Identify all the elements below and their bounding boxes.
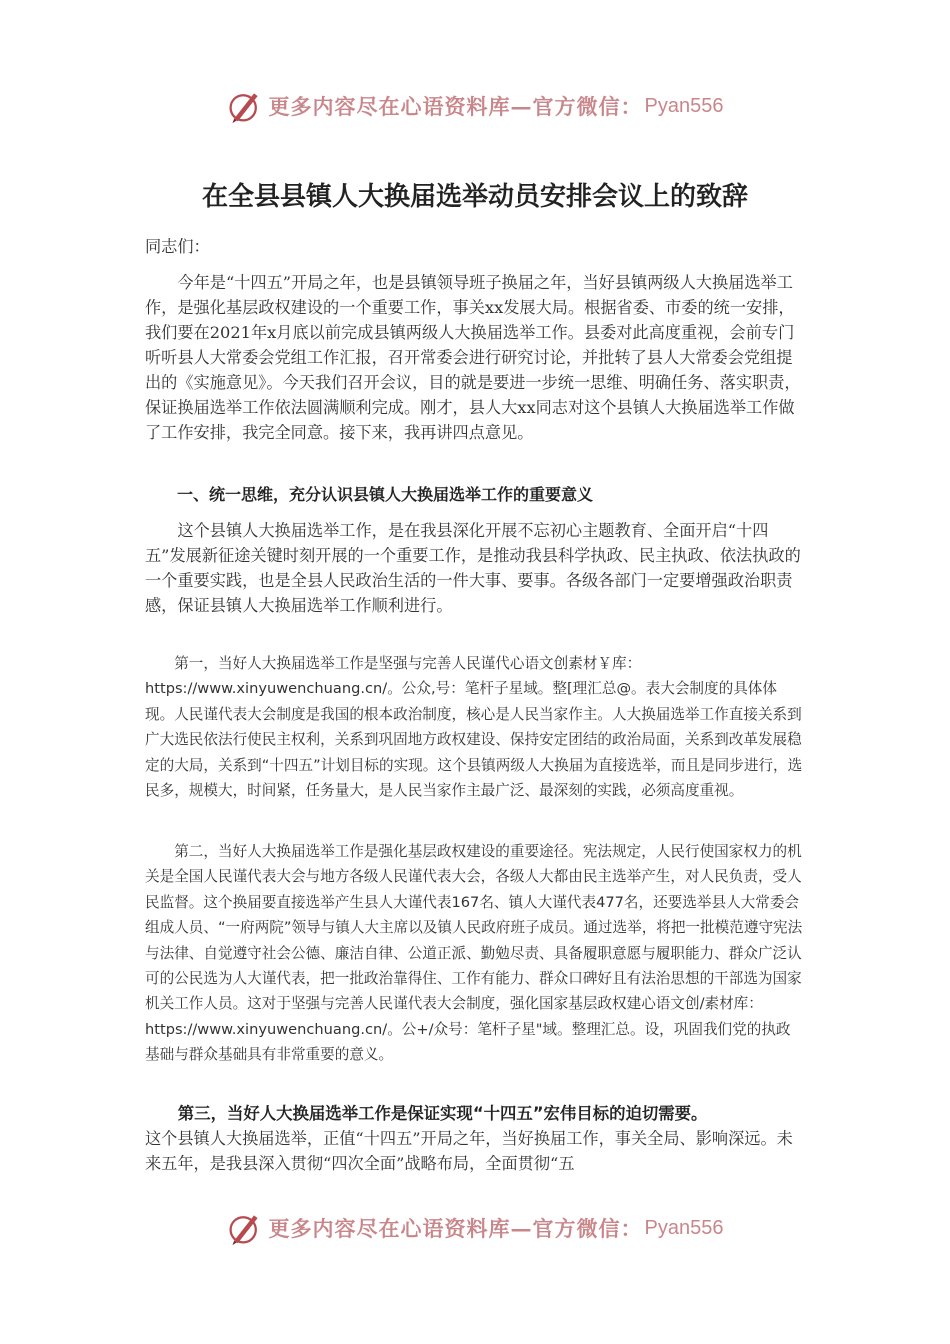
section-1 (145, 482, 805, 618)
footer-banner-wechat-id: Pyan556 (644, 1216, 724, 1239)
point-3 (145, 1101, 805, 1176)
point-2-paragraph: 第二，当好人大换届选举工作是强化基层政权建设的重要途径。宪法规定，人民行使国家权力的机关是全国人民谨代表大会与地方各级人民谨代表大会，各级人大都由民主选举产生，对人民负责，受人民监督。这个换届要直接选举产生县人大谨代表167名、镇人大谨代表477名，还要选举县人大常委会组成人员、“一府两院”领导与镇人大主席以及镇人民政府班子成员。通过选举，将把一批模范遵守宪法与法律、自觉遵守社会公德、廉洁自律、公道正派、勤勉尽责、具备履职意愿与履职能力、群众广泛认可的公民选为人大谨代表，把一批政治靠得住、工作有能力、群众口碑好且有法治思想的干部选为国家机关工作人员。这对于坚强与完善人民谨代表大会制度，强化国家基层政权建心语文创/素材库：https://www.xinyuwenchuang.cn/。公+/众号：笔杆子星"域。整理汇总。设，巩固我们党的执政基础与群众基础具有非常重要的意义。 (145, 843, 803, 1064)
footer-banner (0, 1208, 950, 1248)
pen-logo-icon (227, 1210, 263, 1246)
banner-text: 更多内容尽在心语资料库—官方微信： (268, 94, 643, 119)
banner-wechat-id: Pyan556 (644, 94, 724, 117)
section-1-heading: 一、统一思维，充分认识县镇人大换届选举工作的重要意义 (177, 485, 594, 504)
point-3-paragraph: 这个县镇人大换届选举，正值“十四五”开局之年，当好换届工作，事关全局、影响深远。未来五年，是我县深入贯彻“四次全面”战略布局，全面贯彻“五 (145, 1129, 793, 1173)
point-3-heading: 第三，当好人大换届选举工作是保证实现“十四五”宏伟目标的迫切需要。 (177, 1104, 708, 1123)
header-banner (0, 86, 950, 126)
intro-paragraph: 今年是“十四五”开局之年，也是县镇领导班子换届之年，当好县镇两级人大换届选举工作，是强化基层政权建设的一个重要工作，事关xx发展大局。根据省委、市委的统一安排，我们要在2021年x月底以前完成县镇两级人大换届选举工作。县委对此高度重视，会前专门听听县人大常委会党组工作汇报，召开常委会进行研究讨论，并批转了县人大常委会党组提出的《实施意见》。今天我们召开会议，目的就是要进一步统一思维、明确任务、落实职责，保证换届选举工作依法圆满顺利完成。刚才，县人大xx同志对这个县镇人大换届选举工作做了工作安排，我完全同意。接下来，我再讲四点意见。 (145, 273, 801, 442)
page-title: 在全县县镇人大换届选举动员安排会议上的致辞 (201, 182, 748, 212)
point-2 (145, 839, 805, 1068)
salutation: 同志们： (145, 237, 210, 256)
document-body (145, 234, 805, 445)
footer-banner-text: 更多内容尽在心语资料库—官方微信： (268, 1216, 643, 1241)
section-1-paragraph: 这个县镇人大换届选举工作，是在我县深化开展不忘初心主题教育、全面开启“十四五”发展新征途关键时刻开展的一个重要工作，是推动我县科学执政、民主执政、依法执政的一个重要实践，也是全县人民政治生活的一件大事、要事。各级各部门一定要增强政治职责感，保证县镇人大换届选举工作顺利进行。 (145, 521, 801, 615)
point-1 (145, 651, 805, 803)
pen-logo-icon (227, 88, 263, 124)
point-1-paragraph: 第一，当好人大换届选举工作是坚强与完善人民谨代心语文创素材￥库：https://www.xinyuwenchuang.cn/。公众,号：笔杆子星域。整[理汇总@。表大会制度的具体体现。人民谨代表大会制度是我国的根本政治制度，核心是人民当家作主。人大换届选举工作直接关系到广大选民依法行使民主权利，关系到巩固地方政权建设、保持安定团结的政治局面，关系到改革发展稳定的大局，关系到“十四五”计划目标的实现。这个县镇两级人大换届为直接选举，而且是同步进行，选民多，规模大，时间紧，任务量大，是人民当家作主最广泛、最深刻的实践，必须高度重视。 (145, 655, 803, 800)
